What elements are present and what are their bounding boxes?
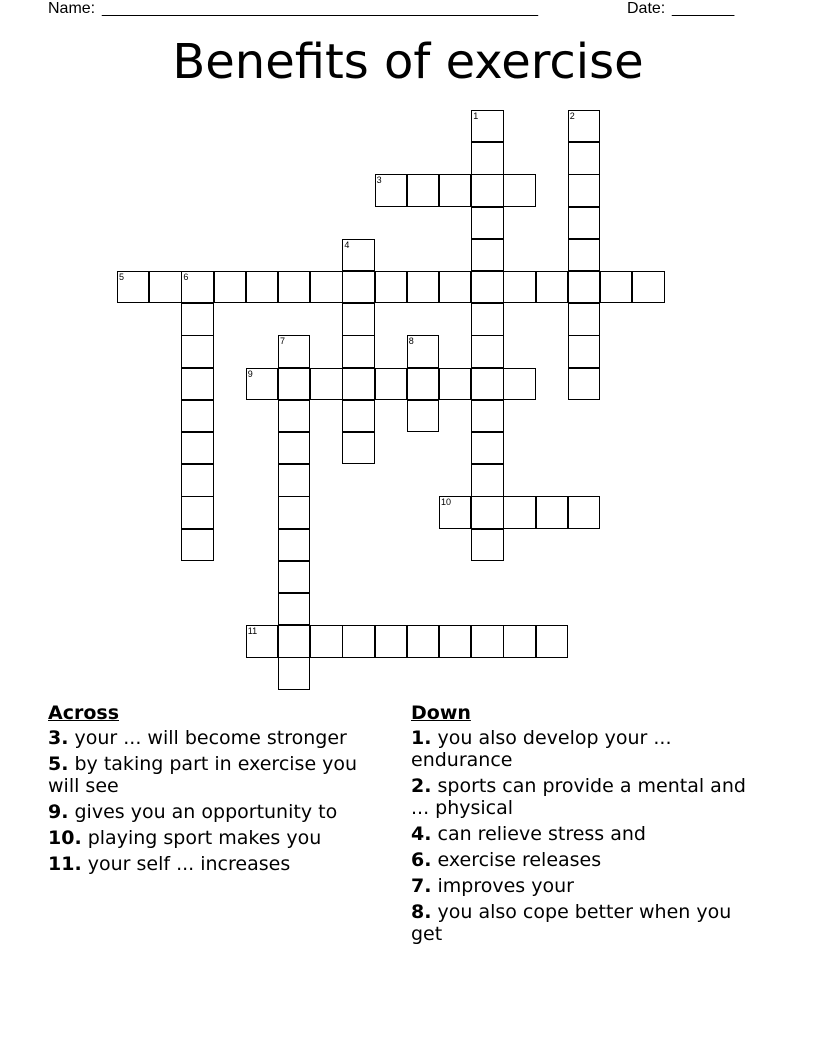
clue-number-label: 6: [183, 272, 189, 282]
grid-cell[interactable]: [471, 432, 503, 464]
clue-text: sports can provide a mental and ... physical: [411, 775, 746, 819]
grid-cell[interactable]: [503, 625, 535, 657]
grid-cell[interactable]: [278, 271, 310, 303]
clue-number: 1.: [411, 727, 432, 749]
clue-text: improves your: [437, 875, 574, 897]
across-clue: [48, 727, 393, 749]
grid-cell[interactable]: [342, 432, 374, 464]
grid-cell[interactable]: [568, 368, 600, 400]
grid-cell[interactable]: [407, 368, 439, 400]
across-clue: [48, 753, 393, 797]
clue-text: you also cope better when you get: [411, 901, 732, 945]
grid-cell[interactable]: [407, 271, 439, 303]
clue-number: 9.: [48, 801, 69, 823]
grid-cell[interactable]: [536, 625, 568, 657]
grid-cell[interactable]: [471, 239, 503, 271]
grid-cell[interactable]: [375, 271, 407, 303]
grid-cell[interactable]: [375, 174, 407, 206]
grid-cell[interactable]: [568, 271, 600, 303]
grid-cell[interactable]: [503, 271, 535, 303]
grid-cell[interactable]: [310, 625, 342, 657]
down-heading: Down: [411, 702, 471, 724]
grid-cell[interactable]: [181, 303, 213, 335]
grid-cell[interactable]: [471, 335, 503, 367]
clue-number-label: 1: [473, 111, 479, 121]
clue-number-label: 10: [441, 497, 452, 508]
clue-number: 4.: [411, 823, 432, 845]
clue-text: gives you an opportunity to: [74, 801, 338, 823]
grid-cell[interactable]: [278, 496, 310, 528]
down-clue: [411, 775, 756, 819]
grid-cell[interactable]: [278, 657, 310, 689]
grid-cell[interactable]: [600, 271, 632, 303]
clue-text: exercise releases: [437, 849, 602, 871]
clue-text: by taking part in exercise you will see: [48, 753, 358, 797]
clue-number-label: 8: [408, 336, 414, 347]
clue-number-label: 2: [569, 111, 575, 121]
grid-cell[interactable]: [375, 368, 407, 400]
grid-cell[interactable]: [471, 625, 503, 657]
grid-cell[interactable]: [471, 400, 503, 432]
grid-cell[interactable]: [342, 625, 374, 657]
grid-cell[interactable]: [471, 303, 503, 335]
across-clue: [48, 827, 393, 849]
down-clue: [411, 849, 756, 871]
grid-cell[interactable]: [278, 335, 310, 367]
across-clue: [48, 853, 393, 875]
down-clue: [411, 727, 756, 771]
grid-cell[interactable]: [439, 368, 471, 400]
clue-number-label: 4: [344, 239, 350, 250]
grid-cell[interactable]: [439, 174, 471, 206]
clue-number-label: 7: [280, 336, 286, 347]
clue-number: 5.: [48, 753, 69, 775]
grid-cell[interactable]: [342, 271, 374, 303]
grid-cell[interactable]: [471, 110, 503, 142]
grid-cell[interactable]: [568, 207, 600, 239]
clue-number: 8.: [411, 901, 432, 923]
grid-cell[interactable]: [568, 110, 600, 142]
grid-cell[interactable]: [536, 496, 568, 528]
grid-cell[interactable]: [503, 368, 535, 400]
grid-cell[interactable]: [536, 271, 568, 303]
grid-cell[interactable]: [342, 335, 374, 367]
clue-number: 3.: [48, 727, 69, 749]
date-field[interactable]: _______: [672, 0, 735, 17]
clue-text: you also develop your ... endurance: [411, 727, 672, 771]
across-clues: [48, 702, 393, 879]
down-clue: [411, 901, 756, 945]
grid-cell[interactable]: [503, 496, 535, 528]
grid-cell[interactable]: [278, 625, 310, 657]
grid-cell[interactable]: [568, 142, 600, 174]
grid-cell[interactable]: [342, 368, 374, 400]
clue-text: your ... will become stronger: [74, 727, 347, 749]
grid-cell[interactable]: [342, 303, 374, 335]
grid-cell[interactable]: [439, 496, 471, 528]
grid-cell[interactable]: [568, 335, 600, 367]
grid-cell[interactable]: [149, 271, 181, 303]
grid-cell[interactable]: [471, 207, 503, 239]
down-clues: [411, 702, 756, 949]
grid-cell[interactable]: [407, 400, 439, 432]
grid-cell[interactable]: [407, 335, 439, 367]
page-title: Benefits of exercise: [172, 34, 644, 90]
clue-text: can relieve stress and: [437, 823, 646, 845]
grid-cell[interactable]: [181, 432, 213, 464]
grid-cell[interactable]: [407, 625, 439, 657]
across-heading: Across: [48, 702, 120, 724]
clue-number: 6.: [411, 849, 432, 871]
grid-cell[interactable]: [214, 271, 246, 303]
name-field[interactable]: _________________________________________________: [102, 0, 539, 17]
name-label: Name:: [48, 0, 96, 17]
grid-cell[interactable]: [278, 464, 310, 496]
clue-text: playing sport makes you: [87, 827, 322, 849]
clue-number-label: 11: [247, 626, 258, 637]
clue-number-label: 5: [119, 272, 125, 282]
grid-cell[interactable]: [471, 464, 503, 496]
grid-cell[interactable]: [181, 335, 213, 367]
grid-cell[interactable]: [278, 400, 310, 432]
grid-cell[interactable]: [246, 625, 278, 657]
clue-number: 10.: [48, 827, 82, 849]
clue-number-label: 3: [376, 175, 382, 186]
grid-cell[interactable]: [181, 400, 213, 432]
grid-cell[interactable]: [181, 368, 213, 400]
grid-cell[interactable]: [246, 368, 278, 400]
grid-cell[interactable]: [407, 174, 439, 206]
grid-cell[interactable]: [439, 625, 471, 657]
grid-cell[interactable]: [278, 368, 310, 400]
down-clue: [411, 875, 756, 897]
clue-number-label: 9: [247, 368, 253, 379]
clue-text: your self ... increases: [87, 853, 291, 875]
grid-cell[interactable]: [342, 239, 374, 271]
clue-number: 11.: [48, 853, 82, 875]
grid-cell[interactable]: [503, 174, 535, 206]
grid-cell[interactable]: [568, 496, 600, 528]
grid-cell[interactable]: [471, 174, 503, 206]
clue-number: 2.: [411, 775, 432, 797]
grid-cell[interactable]: [117, 271, 149, 303]
grid-cell[interactable]: [181, 529, 213, 561]
grid-cell[interactable]: [181, 464, 213, 496]
grid-cell[interactable]: [439, 271, 471, 303]
clue-number: 7.: [411, 875, 432, 897]
grid-cell[interactable]: [278, 593, 310, 625]
down-clue: [411, 823, 756, 845]
grid-cell[interactable]: [181, 271, 213, 303]
grid-cell[interactable]: [471, 529, 503, 561]
grid-cell[interactable]: [568, 303, 600, 335]
date-label: Date:: [627, 0, 666, 17]
grid-cell[interactable]: [278, 432, 310, 464]
grid-cell[interactable]: [278, 529, 310, 561]
grid-cell[interactable]: [310, 271, 342, 303]
grid-cell[interactable]: [181, 496, 213, 528]
grid-cell[interactable]: [471, 496, 503, 528]
grid-cell[interactable]: [310, 368, 342, 400]
grid-cell[interactable]: [568, 174, 600, 206]
grid-cell[interactable]: [471, 142, 503, 174]
grid-cell[interactable]: [375, 625, 407, 657]
across-clue: [48, 801, 393, 823]
grid-cell[interactable]: [471, 271, 503, 303]
grid-cell[interactable]: [342, 400, 374, 432]
grid-cell[interactable]: [471, 368, 503, 400]
grid-cell[interactable]: [632, 271, 664, 303]
grid-cell[interactable]: [568, 239, 600, 271]
grid-cell[interactable]: [246, 271, 278, 303]
grid-cell[interactable]: [278, 561, 310, 593]
